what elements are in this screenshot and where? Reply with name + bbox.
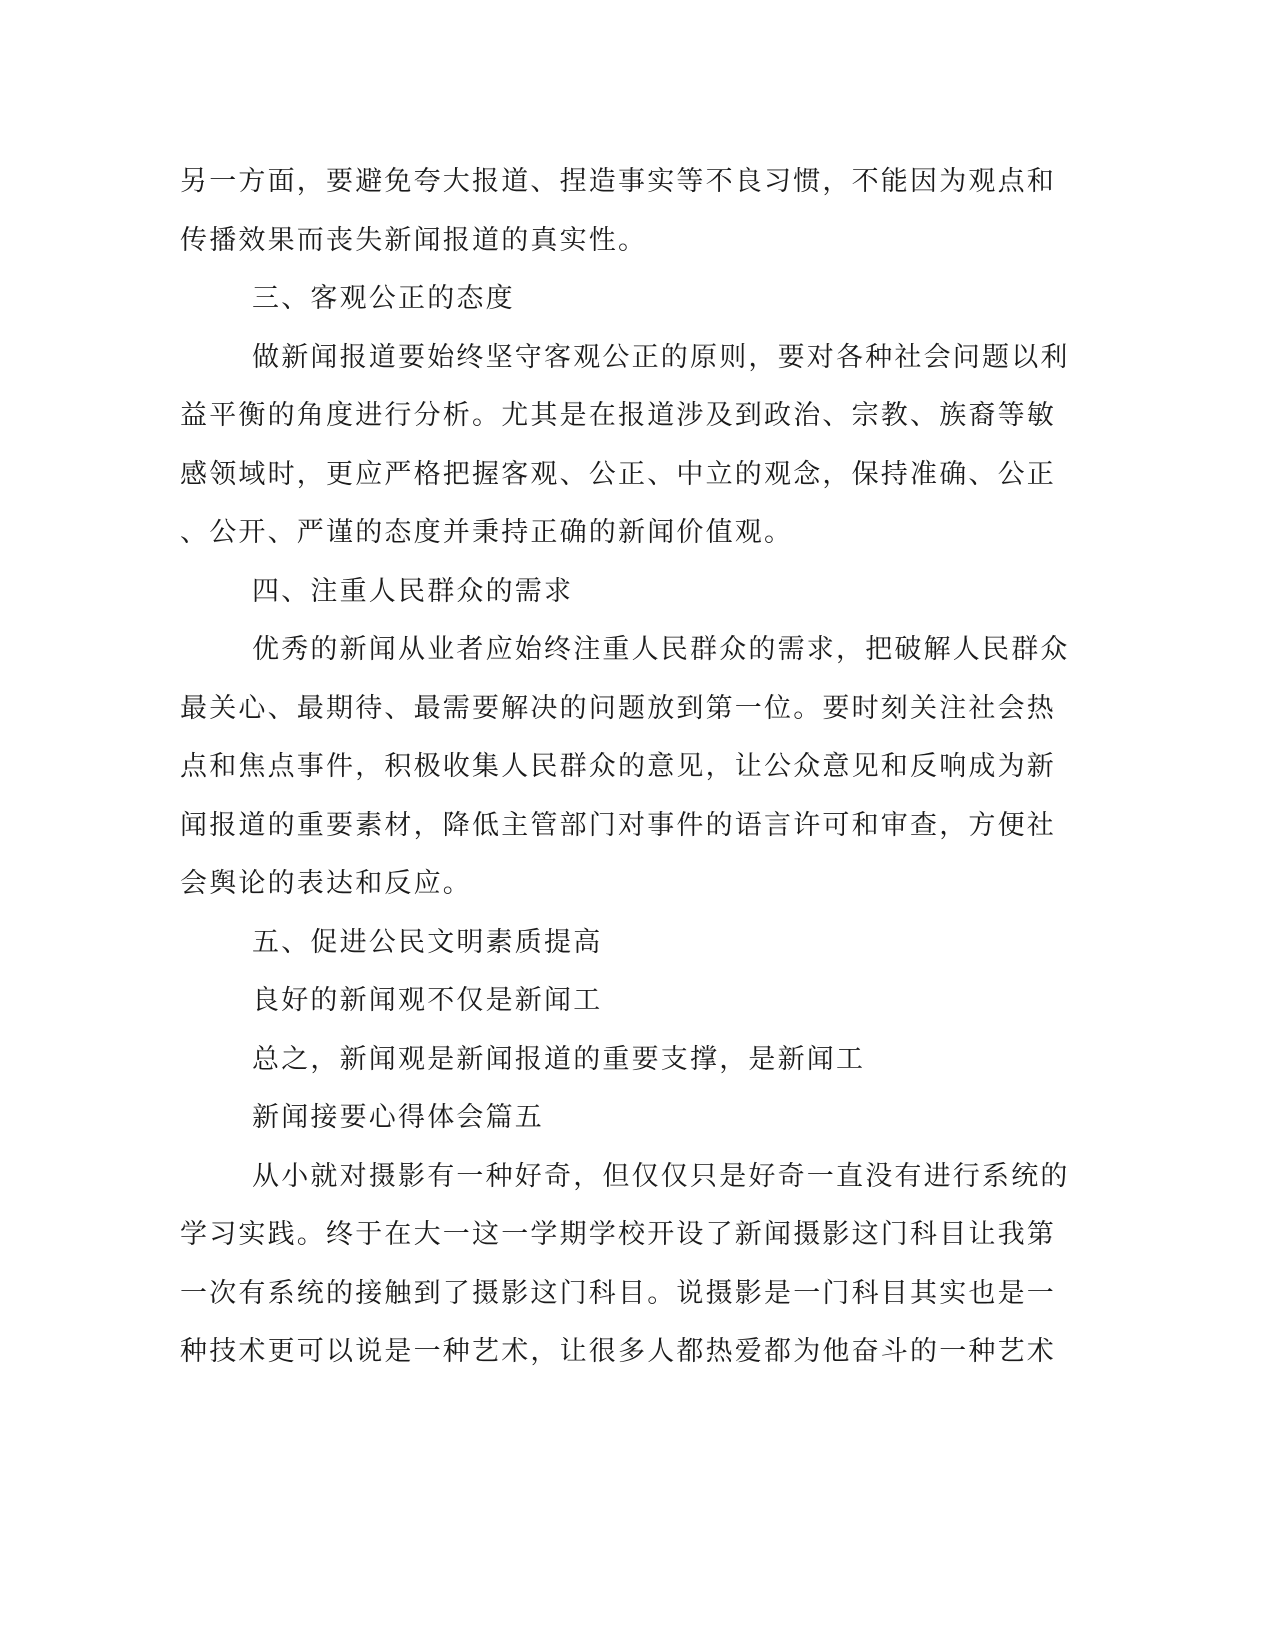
text-line: 感领域时，更应严格把握客观、公正、中立的观念，保持准确、公正 <box>180 459 1056 490</box>
paragraph-first-line: 优秀的新闻从业者应始终注重人民群众的需求，把破解人民群众 <box>252 634 1070 665</box>
text-line: 点和焦点事件，积极收集人民群众的意见，让公众意见和反响成为新 <box>180 751 1056 782</box>
text-line: 最关心、最期待、最需要解决的问题放到第一位。要时刻关注社会热 <box>180 693 1056 724</box>
text-line: 会舆论的表达和反应。 <box>180 868 472 899</box>
text-line: 闻报道的重要素材，降低主管部门对事件的语言许可和审查，方便社 <box>180 810 1056 841</box>
paragraph-first-line: 做新闻报道要始终坚守客观公正的原则，要对各种社会问题以利 <box>252 342 1070 373</box>
text-line: 、公开、严谨的态度并秉持正确的新闻价值观。 <box>180 517 794 548</box>
section-heading: 四、注重人民群众的需求 <box>252 576 574 607</box>
paragraph-first-line: 良好的新闻观不仅是新闻工 <box>252 985 603 1016</box>
paragraph-first-line: 总之，新闻观是新闻报道的重要支撑，是新闻工 <box>252 1044 866 1075</box>
article-title: 新闻接要心得体会篇五 <box>252 1102 544 1133</box>
section-heading: 五、促进公民文明素质提高 <box>252 927 603 958</box>
text-line: 传播效果而丧失新闻报道的真实性。 <box>180 225 648 256</box>
text-line: 另一方面，要避免夸大报道、捏造事实等不良习惯，不能因为观点和 <box>180 166 1056 197</box>
document-page <box>180 0 1070 1650</box>
section-heading: 三、客观公正的态度 <box>252 283 515 314</box>
text-line: 种技术更可以说是一种艺术，让很多人都热爱都为他奋斗的一种艺术 <box>180 1336 1056 1367</box>
text-line: 一次有系统的接触到了摄影这门科目。说摄影是一门科目其实也是一 <box>180 1278 1056 1309</box>
paragraph-first-line: 从小就对摄影有一种好奇，但仅仅只是好奇一直没有进行系统的 <box>252 1161 1070 1192</box>
text-line: 益平衡的角度进行分析。尤其是在报道涉及到政治、宗教、族裔等敏 <box>180 400 1056 431</box>
text-line: 学习实践。终于在大一这一学期学校开设了新闻摄影这门科目让我第 <box>180 1219 1056 1250</box>
